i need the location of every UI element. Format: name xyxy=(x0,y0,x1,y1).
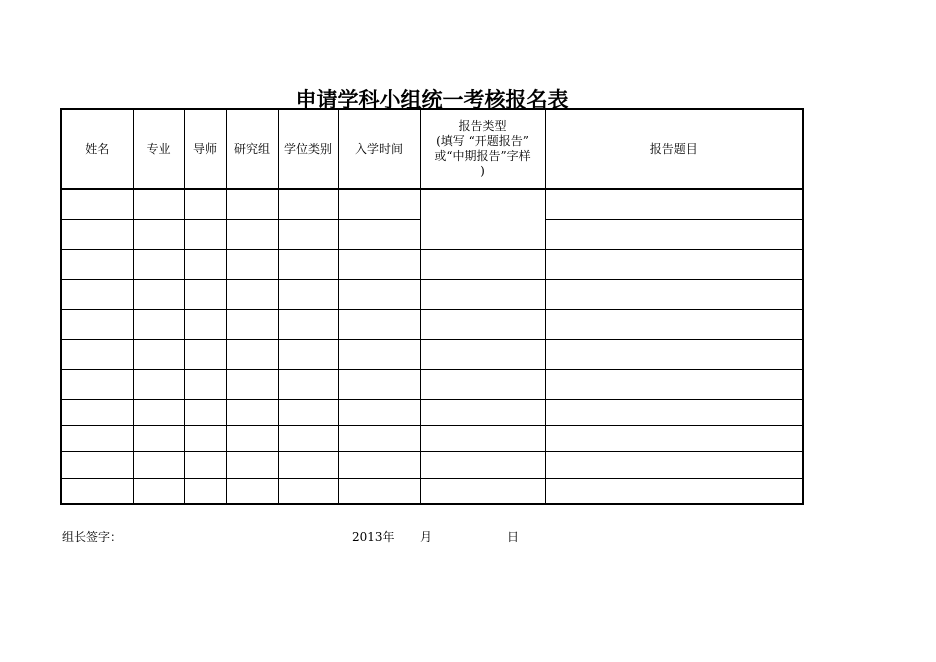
report-type-line-3: 或“中期报告”字样 xyxy=(434,149,531,163)
report-title-cell[interactable] xyxy=(545,279,803,309)
major-cell[interactable] xyxy=(133,451,184,478)
report-type-line-1: 报告类型 xyxy=(458,119,507,133)
header-degree-type: 学位类别 xyxy=(278,109,338,189)
group-cell[interactable] xyxy=(226,339,278,369)
registration-table xyxy=(60,108,804,505)
major-cell[interactable] xyxy=(133,219,184,249)
group-cell[interactable] xyxy=(226,189,278,219)
major-cell[interactable] xyxy=(133,309,184,339)
header-name: 姓名 xyxy=(61,109,133,189)
report-type-cell[interactable] xyxy=(420,478,545,504)
name-cell[interactable] xyxy=(61,369,133,399)
report-title-cell[interactable] xyxy=(545,369,803,399)
group-cell[interactable] xyxy=(226,309,278,339)
name-cell[interactable] xyxy=(61,339,133,369)
degree-type-cell[interactable] xyxy=(278,369,338,399)
advisor-cell[interactable] xyxy=(184,249,226,279)
advisor-cell[interactable] xyxy=(184,399,226,425)
report-title-cell[interactable] xyxy=(545,249,803,279)
name-cell[interactable] xyxy=(61,478,133,504)
report-title-cell[interactable] xyxy=(545,425,803,451)
name-cell[interactable] xyxy=(61,189,133,219)
form-title: 申请学科小组统一考核报名表 xyxy=(295,88,569,112)
report-title-cell[interactable] xyxy=(545,451,803,478)
major-cell[interactable] xyxy=(133,478,184,504)
header-report-title: 报告题目 xyxy=(545,109,803,189)
table-row xyxy=(61,279,803,309)
name-cell[interactable] xyxy=(61,399,133,425)
report-type-cell[interactable] xyxy=(420,369,545,399)
degree-type-cell[interactable] xyxy=(278,189,338,219)
degree-type-cell[interactable] xyxy=(278,478,338,504)
major-cell[interactable] xyxy=(133,249,184,279)
report-type-line-2: (填写 “开题报告” xyxy=(436,134,529,148)
signature-day: 日 xyxy=(507,530,520,544)
group-cell[interactable] xyxy=(226,451,278,478)
header-report-type xyxy=(420,109,545,189)
report-type-cell[interactable] xyxy=(420,451,545,478)
enroll-time-cell[interactable] xyxy=(338,369,420,399)
enroll-time-cell[interactable] xyxy=(338,219,420,249)
advisor-cell[interactable] xyxy=(184,339,226,369)
degree-type-cell[interactable] xyxy=(278,451,338,478)
advisor-cell[interactable] xyxy=(184,451,226,478)
major-cell[interactable] xyxy=(133,399,184,425)
group-cell[interactable] xyxy=(226,425,278,451)
report-title-cell[interactable] xyxy=(545,478,803,504)
name-cell[interactable] xyxy=(61,219,133,249)
table-row xyxy=(61,478,803,504)
degree-type-cell[interactable] xyxy=(278,249,338,279)
enroll-time-cell[interactable] xyxy=(338,425,420,451)
enroll-time-cell[interactable] xyxy=(338,478,420,504)
group-cell[interactable] xyxy=(226,399,278,425)
report-type-cell[interactable] xyxy=(420,309,545,339)
report-title-cell[interactable] xyxy=(545,189,803,219)
degree-type-cell[interactable] xyxy=(278,279,338,309)
degree-type-cell[interactable] xyxy=(278,219,338,249)
advisor-cell[interactable] xyxy=(184,369,226,399)
enroll-time-cell[interactable] xyxy=(338,279,420,309)
group-cell[interactable] xyxy=(226,219,278,249)
name-cell[interactable] xyxy=(61,279,133,309)
signature-year: 2013年 xyxy=(352,530,395,544)
group-cell[interactable] xyxy=(226,249,278,279)
advisor-cell[interactable] xyxy=(184,219,226,249)
advisor-cell[interactable] xyxy=(184,309,226,339)
table-row xyxy=(61,425,803,451)
major-cell[interactable] xyxy=(133,425,184,451)
major-cell[interactable] xyxy=(133,189,184,219)
advisor-cell[interactable] xyxy=(184,425,226,451)
enroll-time-cell[interactable] xyxy=(338,399,420,425)
major-cell[interactable] xyxy=(133,369,184,399)
table-header-row xyxy=(61,109,803,189)
header-research-group: 研究组 xyxy=(226,109,278,189)
report-type-line-4: ) xyxy=(480,164,485,178)
report-type-cell[interactable] xyxy=(420,425,545,451)
enroll-time-cell[interactable] xyxy=(338,451,420,478)
group-cell[interactable] xyxy=(226,369,278,399)
degree-type-cell[interactable] xyxy=(278,309,338,339)
enroll-time-cell[interactable] xyxy=(338,309,420,339)
report-title-cell[interactable] xyxy=(545,219,803,249)
group-cell[interactable] xyxy=(226,478,278,504)
report-type-cell[interactable] xyxy=(420,339,545,369)
report-type-cell[interactable] xyxy=(420,279,545,309)
table-row xyxy=(61,339,803,369)
degree-type-cell[interactable] xyxy=(278,425,338,451)
header-enroll-time: 入学时间 xyxy=(338,109,420,189)
table-row xyxy=(61,249,803,279)
header-major: 专业 xyxy=(133,109,184,189)
table-row xyxy=(61,369,803,399)
advisor-cell[interactable] xyxy=(184,478,226,504)
name-cell[interactable] xyxy=(61,249,133,279)
degree-type-cell[interactable] xyxy=(278,399,338,425)
report-title-cell[interactable] xyxy=(545,399,803,425)
signature-month: 月 xyxy=(420,530,433,544)
name-cell[interactable] xyxy=(61,425,133,451)
advisor-cell[interactable] xyxy=(184,189,226,219)
enroll-time-cell[interactable] xyxy=(338,189,420,219)
advisor-cell[interactable] xyxy=(184,279,226,309)
enroll-time-cell[interactable] xyxy=(338,339,420,369)
report-title-cell[interactable] xyxy=(545,339,803,369)
leader-signature-label: 组长签字： xyxy=(62,530,123,544)
table-row xyxy=(61,309,803,339)
table-row xyxy=(61,399,803,425)
table-row xyxy=(61,189,803,219)
header-advisor: 导师 xyxy=(184,109,226,189)
enroll-time-cell[interactable] xyxy=(338,249,420,279)
report-type-cell[interactable] xyxy=(420,399,545,425)
major-cell[interactable] xyxy=(133,339,184,369)
group-cell[interactable] xyxy=(226,279,278,309)
degree-type-cell[interactable] xyxy=(278,339,338,369)
report-type-cell[interactable] xyxy=(420,249,545,279)
report-title-cell[interactable] xyxy=(545,309,803,339)
table-row xyxy=(61,451,803,478)
major-cell[interactable] xyxy=(133,279,184,309)
name-cell[interactable] xyxy=(61,309,133,339)
name-cell[interactable] xyxy=(61,451,133,478)
report-type-merged-cell[interactable] xyxy=(420,189,545,249)
